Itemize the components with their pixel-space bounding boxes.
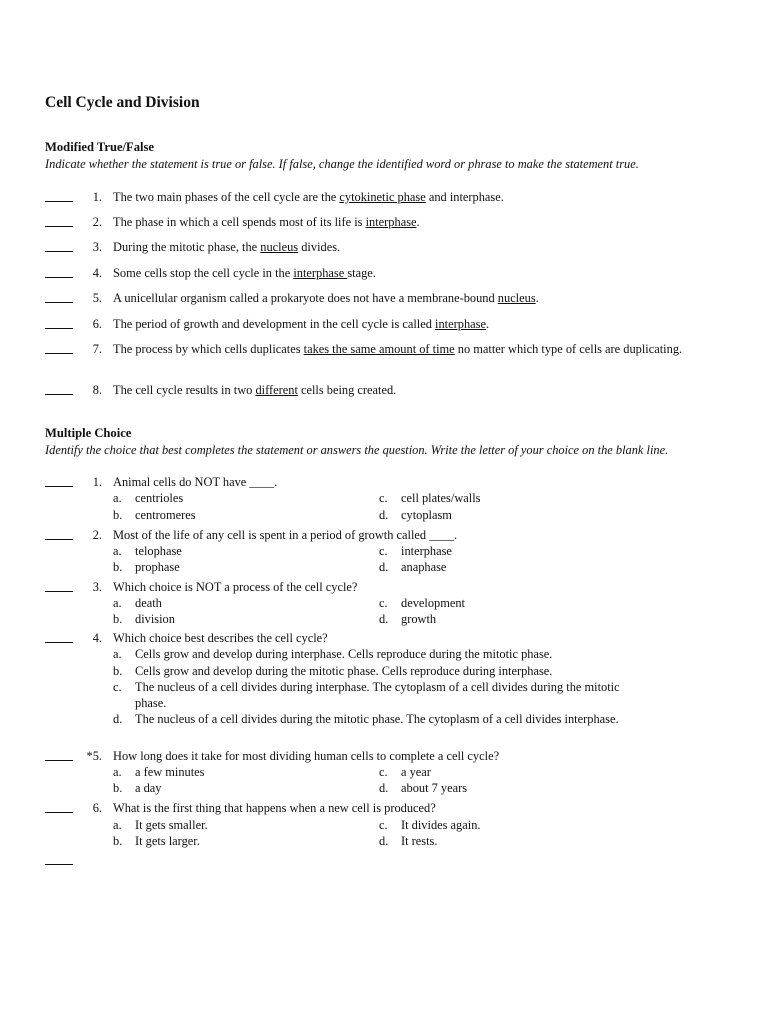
answer-blank[interactable] [45, 341, 73, 354]
question-number: 4. [92, 266, 102, 280]
answer-blank[interactable] [45, 382, 73, 395]
underlined-term: interphase [365, 215, 417, 229]
answer-blank[interactable] [45, 265, 73, 278]
section-heading-true-false: Modified True/False [45, 140, 155, 154]
answer-blank[interactable] [45, 527, 73, 540]
question-text: Some cells stop the cell cycle in the interphase stage. [113, 266, 376, 280]
question-number: 6. [92, 801, 102, 815]
answer-blank[interactable] [45, 214, 73, 227]
question-number: 7. [92, 342, 102, 356]
question-number: 4. [92, 631, 102, 645]
answer-blank[interactable] [45, 630, 73, 643]
question-text: Which choice is NOT a process of the cell cycle? [113, 580, 358, 594]
question-number: 3. [92, 240, 102, 254]
question-number: 8. [92, 383, 102, 397]
question-text: The period of growth and development in the cell cycle is called interphase. [113, 317, 490, 331]
answer-blank[interactable] [45, 852, 73, 865]
underlined-term: interphase [293, 266, 348, 280]
answer-blank[interactable] [45, 290, 73, 303]
underlined-term: nucleus [497, 291, 536, 305]
question-text: How long does it take for most dividing human cells to complete a cell cycle? [113, 749, 500, 763]
answer-blank[interactable] [45, 189, 73, 202]
question-number: 1. [92, 475, 102, 489]
question-text: During the mitotic phase, the nucleus divides. [113, 240, 341, 254]
question-text: The process by which cells duplicates takes the same amount of time no matter which type of cells are duplicating. [113, 342, 683, 356]
question-text: Most of the life of any cell is spent in a period of growth called ____. [113, 528, 458, 542]
question-number: 2. [92, 215, 102, 229]
question-number: 1. [92, 190, 102, 204]
section-instructions-multiple-choice: Identify the choice that best completes the statement or answers the question. Write the letter of your choice on the blank line. [45, 443, 669, 457]
underlined-term: cytokinetic phase [339, 190, 426, 204]
section-heading-multiple-choice: Multiple Choice [45, 426, 132, 440]
question-text: The phase in which a cell spends most of its life is interphase. [113, 215, 420, 229]
answer-blank[interactable] [45, 316, 73, 329]
answer-blank[interactable] [45, 579, 73, 592]
section-instructions-true-false: Indicate whether the statement is true or false. If false, change the identified word or phrase to make the statement true. [45, 157, 639, 171]
underlined-term: interphase [435, 317, 486, 331]
question-text: Which choice best describes the cell cycle? [113, 631, 328, 645]
question-number: 6. [92, 317, 102, 331]
answer-blank[interactable] [45, 800, 73, 813]
question-number: 3. [92, 580, 102, 594]
underlined-term: nucleus [260, 240, 299, 254]
underlined-term: takes the same amount of time [303, 342, 455, 356]
question-text: What is the first thing that happens when a new cell is produced? [113, 801, 436, 815]
question-number: 5. [92, 291, 102, 305]
worksheet-page: Cell Cycle and Division Modified True/False Indicate whether the statement is true or false. If false, change the identified word or phrase to make the statement true. 1. The two main phases of the cell cycle are the cytokinetic phase and interphase. 2. The phase in which a cell spends most of its life is interphase. 3. During the mitotic phase, the nucleus divides. 4. Some cells stop the cell cycle in the interphase stage. 5. A unicellular organism called a prokaryote does not have a membrane-bound nucleus. 6. The period of growth and development in the cell cycle is called interphase. 7. The process by which cells duplicates takes the same amount of time no matter which type of cells are duplicating. 8. The cell cycle results in two different cells being created. Multiple Choice Identify the choice that best completes the statement or answers the question. Write the letter of your choice on the blank line. 1. Animal cells do NOT have ____. a. centrioles c. cell plates/walls b. centromeres d. cytoplasm 2. Most of the life of any cell is spent in a period of growth called ____. a. telophase c. interphase b. prophase d. anaphase 3. Which choice is NOT a process of the cell cycle? a. death c. development b. division d. growth 4. Which choice best describes the cell cycle? a. Cells grow and develop during interphase. Cells reproduce during the mitotic phase. b. Cells grow and develop during the mitotic phase. Cells reproduce during interphase. c. The nucleus of a cell divides during interphase. The cytoplasm of a cell divides during the mitotic phase. d. The nucleus of a cell divides during the mitotic phase. The cytoplasm of a cell divides interphase. *5. How long does it take for most dividing human cells to complete a cell cycle? a. a few minutes c. a year b. a day d. about 7 years 6. What is the first thing that happens when a new cell is produced? a. It gets smaller. c. It divides again. b. It gets larger. d. It rests. [0, 0, 768, 1024]
underlined-term: different [255, 383, 298, 397]
answer-blank[interactable] [45, 748, 73, 761]
page-title: Cell Cycle and Division [45, 94, 200, 111]
question-text: The two main phases of the cell cycle are the cytokinetic phase and interphase. [113, 190, 504, 204]
question-text: The cell cycle results in two different cells being created. [113, 383, 397, 397]
question-number: 2. [92, 528, 102, 542]
question-number: *5. [86, 749, 102, 763]
answer-blank[interactable] [45, 239, 73, 252]
question-text: Animal cells do NOT have ____. [113, 475, 278, 489]
question-text: A unicellular organism called a prokaryote does not have a membrane-bound nucleus. [113, 291, 539, 305]
answer-blank[interactable] [45, 474, 73, 487]
